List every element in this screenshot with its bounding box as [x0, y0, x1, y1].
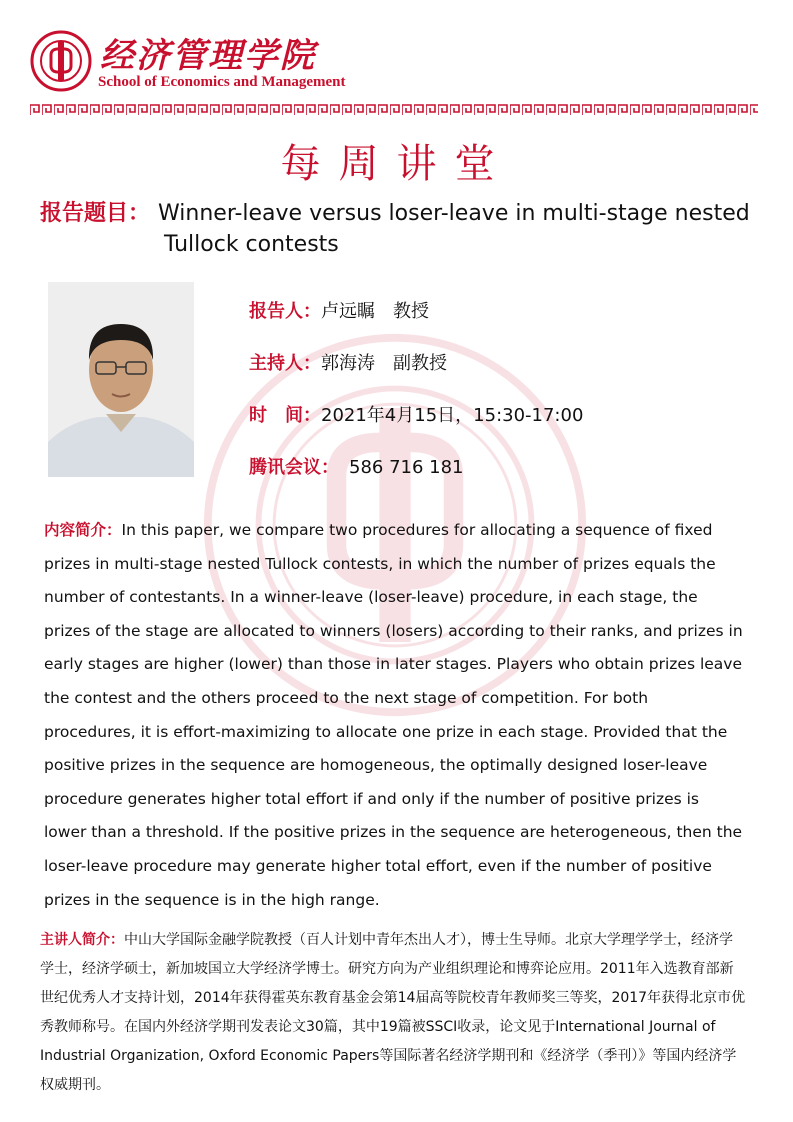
topic-title-line2: Tullock contests	[164, 232, 339, 257]
topic-label: 报告题目：	[40, 201, 151, 226]
meeting-row	[249, 456, 583, 508]
talk-info	[249, 300, 583, 508]
speaker-title: 教授	[393, 301, 429, 322]
bio-text: 中山大学国际金融学院教授（百人计划中青年杰出人才），博士生导师。北京大学理学学士，经济学学士，经济学硕士，新加坡国立大学经济学博士。研究方向为产业组织理论和博弈论应用。2011年入选教育部新世纪优秀人才支持计划，2014年获得霍英东教育基金会第14届高等院校青年教师奖三等奖，2017年获得北京市优秀教师称号。在国内外经济学期刊发表论文30篇，其中19篇被SSCI收录，论文见于International Journal of Industrial Organization, Oxford Economic Papers等国际著名经济学期刊和《经济学（季刊）》等国内经济学权威期刊。	[40, 932, 746, 1093]
time-row	[249, 404, 583, 456]
abstract-label: 内容简介：	[44, 521, 122, 539]
talk-topic	[40, 198, 760, 260]
topic-title-line1: Winner-leave versus loser-leave in multi-stage nested	[158, 201, 750, 226]
abstract	[44, 514, 744, 917]
host-title: 副教授	[393, 353, 447, 374]
speaker-label: 报告人：	[249, 301, 321, 322]
host-name: 郭海涛	[321, 353, 375, 374]
series-title: 每周讲堂	[280, 141, 513, 187]
university-seal-icon	[30, 30, 92, 92]
speaker-bio	[40, 926, 746, 1100]
time-value: 2021年4月15日，15:30-17:00	[321, 405, 584, 426]
decorative-border	[30, 104, 758, 116]
abstract-text: In this paper, we compare two procedures for allocating a sequence of fixed prizes in multi-stage nested Tullock contests, in which the number of prizes equals the number of contestants. In a winner-leave (loser-leave) procedure, in each stage, the prizes of the stage are allocated to winners (losers) according to their ranks, and prizes in early stages are higher (lower) than those in later stages. Players who obtain prizes leave the contest and the others proceed to the next stage of competition. For both procedures, it is effort-maximizing to allocate one prize in each stage. Provided that the positive prizes in the sequence are homogeneous, the optimally designed loser-leave procedure generates higher total effort if and only if the number of positive prizes is lower than a threshold. If the positive prizes in the sequence are heterogeneous, then the loser-leave procedure may generate higher total effort, even if the number of positive prizes in the sequence is in the high range.	[44, 521, 743, 909]
speaker-photo	[48, 282, 194, 477]
bio-label: 主讲人简介：	[40, 932, 124, 948]
time-label: 时 间：	[249, 405, 321, 426]
meeting-id: 586 716 181	[349, 457, 464, 478]
speaker-row	[249, 300, 583, 352]
school-name-english: School of Economics and Management	[98, 74, 346, 90]
school-name-chinese: 经济管理学院	[100, 36, 316, 76]
meeting-label: 腾讯会议：	[249, 457, 339, 478]
speaker-name: 卢远瞩	[321, 301, 375, 322]
host-row	[249, 352, 583, 404]
host-label: 主持人：	[249, 353, 321, 374]
